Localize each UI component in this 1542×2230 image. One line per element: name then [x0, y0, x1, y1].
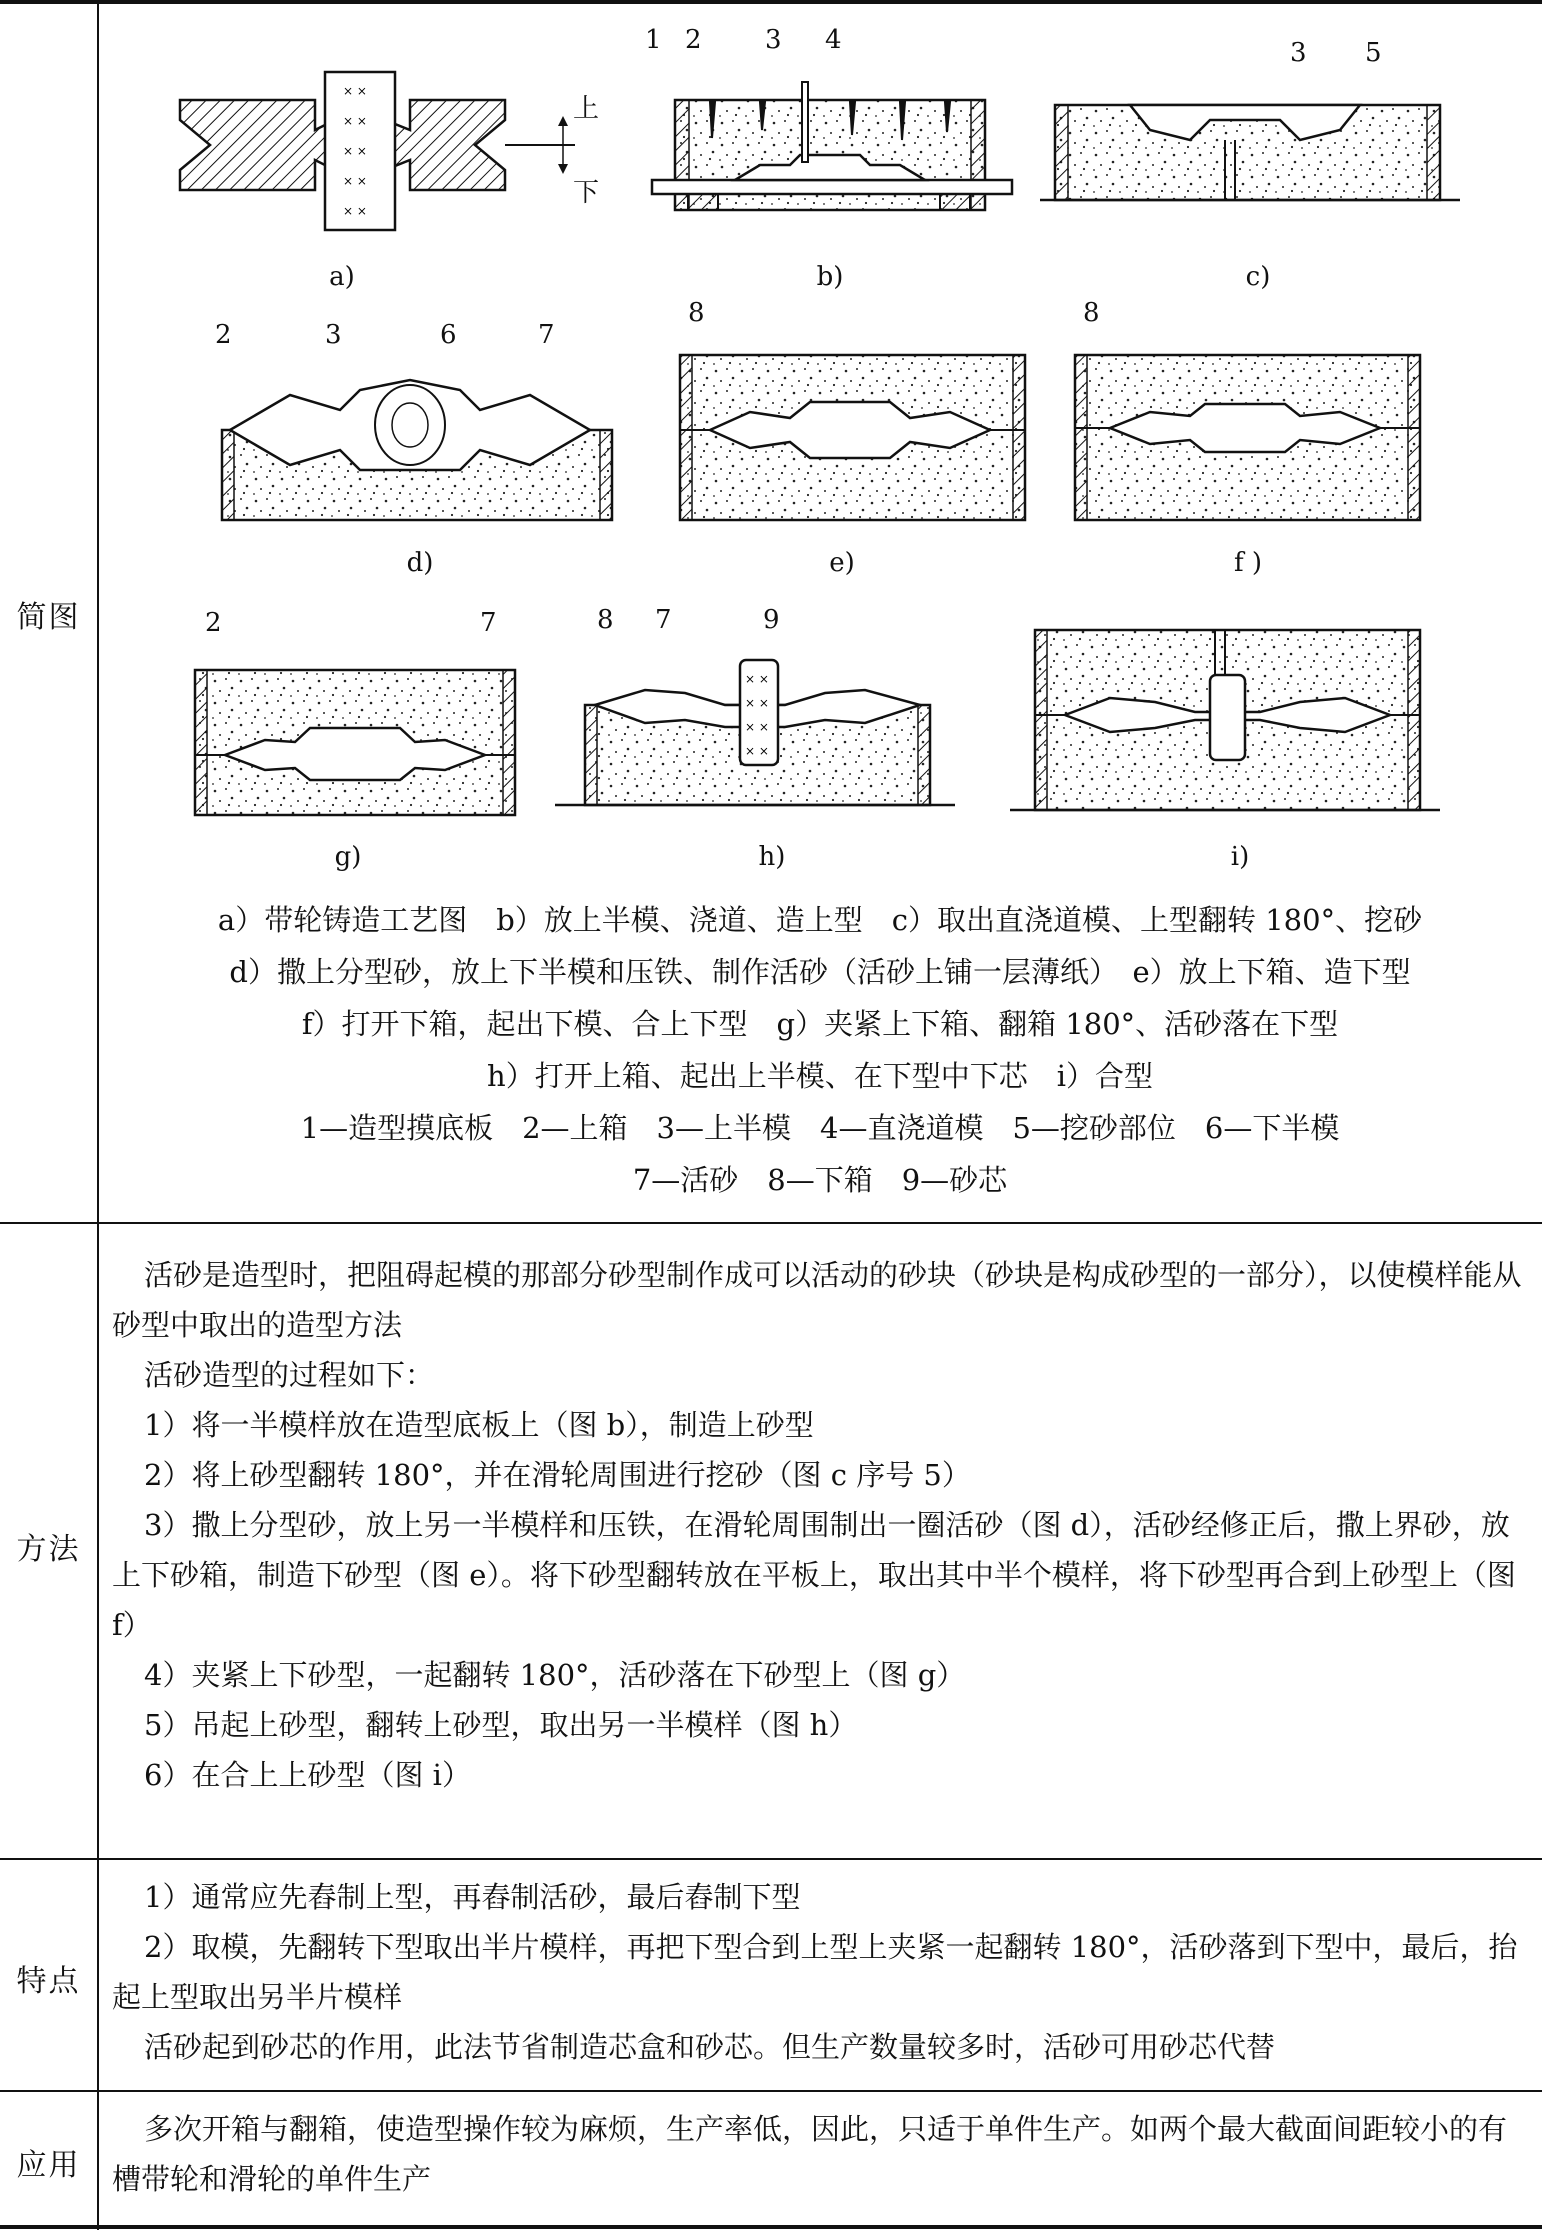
caption-line: 1—造型摸底板 2—上箱 3—上半模 4—直浇道模 5—挖砂部位 6—下半模 — [300, 1111, 1340, 1145]
svg-text:× ×: × × — [343, 114, 367, 128]
caption-line: a）带轮铸造工艺图 b）放上半模、浇道、造上型 c）取出直浇道模、上型翻转 180°、挖砂 — [217, 903, 1423, 937]
method-text — [112, 1250, 1527, 1800]
caption-line: 7—活砂 8—下箱 9—砂芯 — [632, 1163, 1008, 1197]
core-setting-drawing — [555, 605, 955, 815]
callout-5: 5 — [1365, 38, 1382, 68]
callout-2: 2 — [205, 608, 222, 638]
callout-6: 6 — [440, 320, 457, 350]
subfigure-label: b) — [816, 262, 844, 292]
callout-3: 3 — [765, 25, 782, 55]
callout-8: 8 — [688, 298, 705, 328]
paragraph: 活砂起到砂芯的作用，此法节省制造芯盒和砂芯。但生产数量较多时，活砂可用砂芯代替 — [144, 2030, 1276, 2064]
flipped-box-drawing — [185, 610, 525, 825]
column-divider — [97, 0, 99, 2230]
upper-mold-drawing — [640, 30, 1020, 230]
figure-g — [185, 610, 525, 825]
callout-8: 8 — [1083, 298, 1100, 328]
row-label-method: 方法 — [16, 1532, 81, 1567]
loose-sand-drawing — [200, 320, 620, 530]
caption-line: d）撒上分型砂，放上下半模和压铁、制作活砂（活砂上铺一层薄纸） e）放上下箱、造下型 — [229, 955, 1411, 989]
paragraph: 多次开箱与翻箱，使造型操作较为麻烦，生产率低，因此，只适于单件生产。如两个最大截面间距较小的有槽带轮和滑轮的单件生产 — [112, 2112, 1508, 2196]
row-label-diagram: 简图 — [16, 600, 81, 635]
paragraph: 5）吊起上砂型，翻转上砂型，取出另一半模样（图 h） — [144, 1708, 858, 1742]
svg-text:× ×: × × — [343, 174, 367, 188]
subfigure-label: e) — [829, 548, 855, 578]
paragraph: 活砂造型的过程如下： — [144, 1358, 435, 1392]
svg-text:× ×: × × — [745, 720, 769, 734]
paragraph: 2）取模，先翻转下型取出半片模样，再把下型合到上型上夹紧一起翻转 180°，活砂落到下型中，最后，抬起上型取出另半片模样 — [112, 1930, 1518, 2014]
subfigure-label: i) — [1230, 842, 1250, 872]
svg-text:× ×: × × — [745, 744, 769, 758]
svg-text:× ×: × × — [745, 672, 769, 686]
paragraph: 活砂是造型时，把阻碍起模的那部分砂型制作成可以活动的砂块（砂块是构成砂型的一部分），以使模样能从砂型中取出的造型方法 — [112, 1258, 1522, 1342]
callout-4: 4 — [825, 25, 842, 55]
figure-f — [1055, 300, 1435, 530]
table-bottom-border — [0, 2225, 1542, 2229]
figure-a — [175, 60, 600, 240]
subfigure-label: d) — [406, 548, 434, 578]
paragraph: 4）夹紧上下砂型，一起翻转 180°，活砂落在下砂型上（图 g） — [144, 1658, 966, 1692]
table-top-border — [0, 0, 1542, 4]
paragraph: 3）撒上分型砂，放上另一半模样和压铁，在滑轮周围制出一圈活砂（图 d），活砂经修正后，撒上界砂，放上下砂箱，制造下砂型（图 e）。将下砂型翻转放在平板上，取出其中半个模样，将下砂型再合到上砂型上（图 f） — [112, 1508, 1516, 1642]
features-text — [112, 1872, 1527, 2072]
caption-line: f）打开下箱，起出下模、合上下型 g）夹紧上下箱、翻箱 180°、活砂落在下型 — [301, 1007, 1339, 1041]
svg-text:× ×: × × — [343, 204, 367, 218]
svg-text:× ×: × × — [343, 84, 367, 98]
svg-text:× ×: × × — [343, 144, 367, 158]
application-text — [112, 2104, 1527, 2204]
dir-up-label: 上 — [573, 94, 600, 124]
figure-b — [640, 25, 1020, 230]
row-divider — [0, 2090, 1542, 2092]
dir-down-label: 下 — [573, 178, 600, 208]
row-label-application: 应用 — [16, 2148, 81, 2183]
callout-7: 7 — [655, 605, 672, 635]
callout-8: 8 — [597, 605, 614, 635]
callout-2: 2 — [215, 320, 232, 350]
callout-7: 7 — [538, 320, 555, 350]
closed-mold-drawing — [1055, 300, 1435, 530]
paragraph: 2）将上砂型翻转 180°，并在滑轮周围进行挖砂（图 c 序号 5） — [144, 1458, 971, 1492]
subfigure-label: a) — [329, 262, 355, 292]
paragraph: 1）将一半模样放在造型底板上（图 b），制造上砂型 — [144, 1408, 814, 1442]
row-divider — [0, 1222, 1542, 1224]
callout-3: 3 — [325, 320, 342, 350]
paragraph: 1）通常应先舂制上型，再舂制活砂，最后舂制下型 — [144, 1880, 801, 1914]
subfigure-label: g) — [334, 842, 362, 872]
paragraph: 6）在合上上砂型（图 i） — [144, 1758, 471, 1792]
pulley-section-drawing — [175, 60, 595, 240]
assembled-mold-drawing — [1010, 620, 1440, 820]
callout-7: 7 — [480, 608, 497, 638]
figure-d — [200, 320, 620, 530]
callout-3: 3 — [1290, 38, 1307, 68]
caption-line: h）打开上箱、起出上半模、在下型中下芯 i）合型 — [487, 1059, 1153, 1093]
lower-mold-drawing — [660, 300, 1040, 530]
subfigure-label: f ) — [1233, 548, 1263, 578]
figure-caption — [100, 894, 1540, 1206]
flipped-upper-mold-drawing — [1040, 40, 1460, 210]
figure-i — [1010, 620, 1440, 820]
figure-h — [555, 605, 955, 815]
callout-9: 9 — [763, 605, 780, 635]
subfigure-label: c) — [1245, 262, 1271, 292]
row-label-features: 特点 — [16, 1964, 81, 1999]
callout-1: 1 — [645, 25, 662, 55]
figure-c — [1040, 40, 1460, 210]
figure-e — [660, 300, 1040, 530]
subfigure-label: h) — [758, 842, 786, 872]
callout-2: 2 — [685, 25, 702, 55]
svg-text:× ×: × × — [745, 696, 769, 710]
row-divider — [0, 1858, 1542, 1860]
